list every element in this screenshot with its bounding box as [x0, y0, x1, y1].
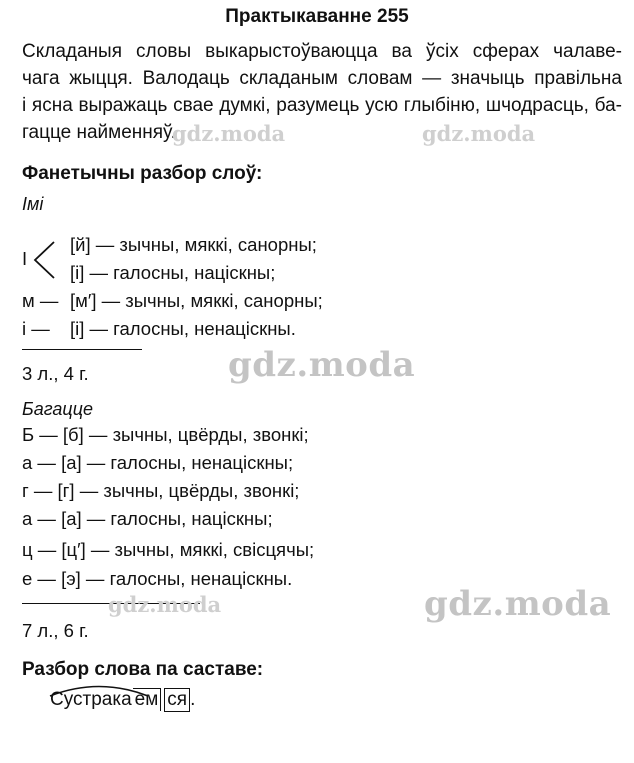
word2-title: Багацце — [22, 399, 94, 419]
morph-heading: Разбор слова па саставе: — [22, 659, 264, 680]
watermark: gdz.moda — [108, 592, 222, 617]
word1-sound-line: [й] — зычны, мяккі, санорны; — [70, 234, 317, 255]
watermark: gdz.moda — [424, 584, 612, 624]
word2-sound-line: а — [а] — галосны, націскны; — [22, 508, 273, 529]
watermark: gdz.moda — [172, 121, 286, 146]
exercise-title: Практыкаванне 255 — [225, 6, 409, 27]
word1-letter-i: І — [22, 248, 28, 269]
root-segment — [50, 689, 132, 711]
word1-letter: і — — [22, 318, 50, 339]
root-text: Сустрака — [50, 689, 132, 710]
paragraph-line: і ясна выражаць свае думкі, разумець усю глыбіню, шчодрасць, ба- — [22, 95, 622, 116]
word1-sound-line: [м′] — зычны, мяккі, санорны; — [70, 290, 323, 311]
word1-sound-line: [і] — галосны, ненаціскны. — [70, 318, 296, 339]
word1-summary: 3 л., 4 г. — [22, 363, 89, 384]
word2-sound-line: г — [г] — зычны, цвёрды, звонкі; — [22, 480, 300, 501]
word1-letter: м — — [22, 290, 59, 311]
paragraph-line: чага жыцця. Валодаць складаным словам — значыць правільна — [22, 68, 622, 89]
word2-summary: 7 л., 6 г. — [22, 620, 89, 641]
word2-sound-line: е — [э] — галосны, ненаціскны. — [22, 568, 293, 589]
word2-sound-line: Б — [б] — зычны, цвёрды, звонкі; — [22, 424, 309, 445]
divider-line — [22, 349, 142, 350]
paragraph-line: Складаныя словы выкарыстоўваюцца ва ўсіх сферах чалаве- — [22, 41, 622, 62]
branch-bracket-icon — [32, 240, 56, 280]
word1-title: Імі — [22, 194, 44, 214]
paragraph-line: гацце найменняў. — [22, 122, 176, 143]
morpheme-analysis — [50, 688, 195, 712]
period: . — [190, 689, 196, 710]
watermark: gdz.moda — [422, 121, 536, 146]
word2-sound-line: ц — [ц′] — зычны, мяккі, свісцячы; — [22, 539, 315, 560]
suffix-segment: ем — [133, 688, 162, 711]
postfix-segment: ся — [164, 688, 190, 712]
phonetic-heading: Фанетычны разбор слоў: — [22, 163, 263, 184]
watermark: gdz.moda — [228, 345, 416, 385]
word2-sound-line: а — [а] — галосны, ненаціскны; — [22, 452, 294, 473]
word1-sound-line: [і] — галосны, націскны; — [70, 262, 276, 283]
